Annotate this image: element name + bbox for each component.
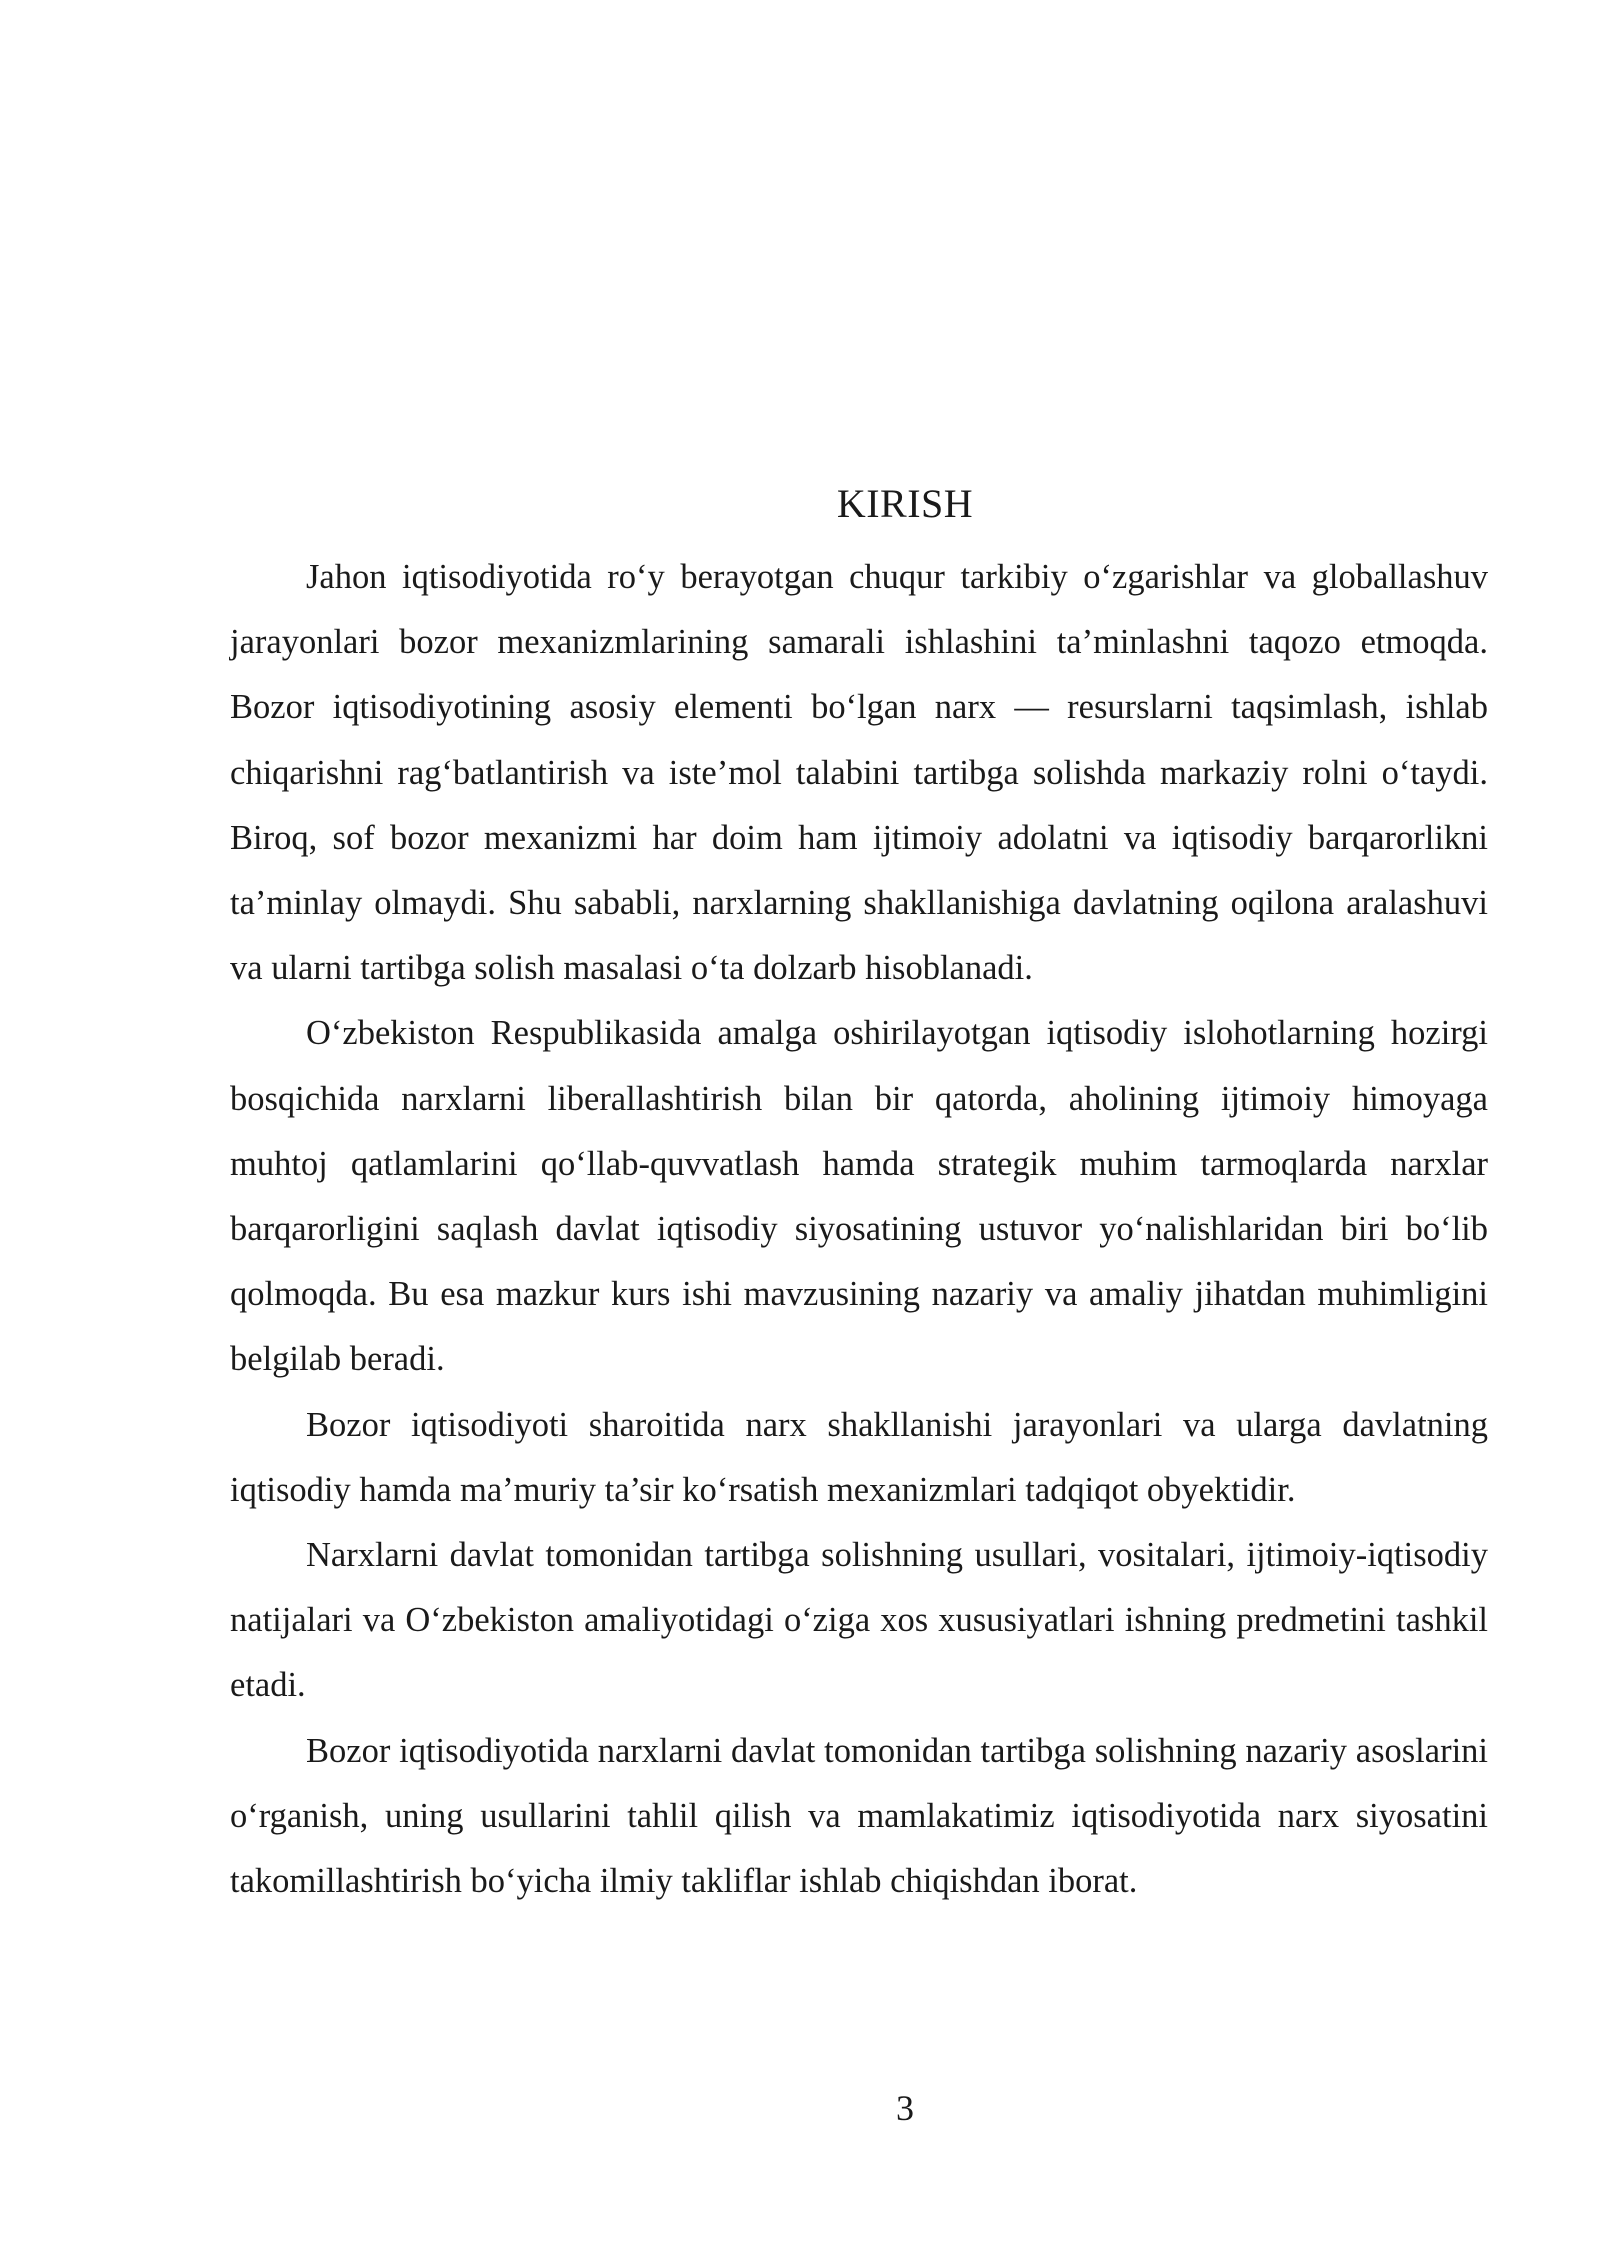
section-heading: KIRISH [836,481,974,526]
paragraph-reforms: O‘zbekiston Respublikasida amalga oshirilayotgan iqtisodiy islohotlarning hozirgi bosqichida narxlarni liberallashtirish bilan bir qatorda, aholining ijtimoiy himoyaga muhtoj qatlamlarini qo‘llab-quvvatlash hamda strategik muhim tarmoqlarda narxlar barqarorligini saqlash davlat iqtisodiy siyosatining ustuvor yo‘nalishlaridan biri bo‘lib qolmoqda. Bu esa mazkur kurs ishi mavzusining nazariy va amaliy jihatdan muhimligini belgilab beradi. [230,1014,1488,1379]
paragraph-relevance: Jahon iqtisodiyotida ro‘y berayotgan chuqur tarkibiy o‘zgarishlar va globallashuv jarayonlari bozor mexanizmlarining samarali ishlashini ta’minlashni taqozo etmoqda. Bozor iqtisodiyotining asosiy elementi bo‘lgan narx — resurslarni taqsimlash, ishlab chiqarishni rag‘batlantirish va iste’mol talabini tartibga solishda markaziy rolni o‘taydi. Biroq, sof bozor mexanizmi har doim ham ijtimoiy adolatni va iqtisodiy barqarorlikni ta’minlay olmaydi. Shu sababli, narxlarning shakllanishiga davlatning oqilona aralashuvi va ularni tartibga solish masalasi o‘ta dolzarb hisoblanadi. [230,558,1488,988]
body-text [230,545,1488,1914]
paragraph-research-object: Bozor iqtisodiyoti sharoitida narx shakllanishi jarayonlari va ularga davlatning iqtisodiy hamda ma’muriy ta’sir ko‘rsatish mexanizmlari tadqiqot obyektidir. [230,1405,1488,1509]
page-number: 3 [896,2088,914,2128]
paragraph-research-subject: Narxlarni davlat tomonidan tartibga solishning usullari, vositalari, ijtimoiy-iqtisodiy natijalari va O‘zbekiston amaliyotidagi o‘ziga xos xususiyatlari ishning predmetini tashkil etadi. [230,1536,1488,1705]
paragraph-research-goal: Bozor iqtisodiyotida narxlarni davlat tomonidan tartibga solishning nazariy asoslarini o‘rganish, uning usullarini tahlil qilish va mamlakatimiz iqtisodiyotida narx siyosatini takomillashtirish bo‘yicha ilmiy takliflar ishlab chiqishdan iborat. [230,1731,1488,1901]
